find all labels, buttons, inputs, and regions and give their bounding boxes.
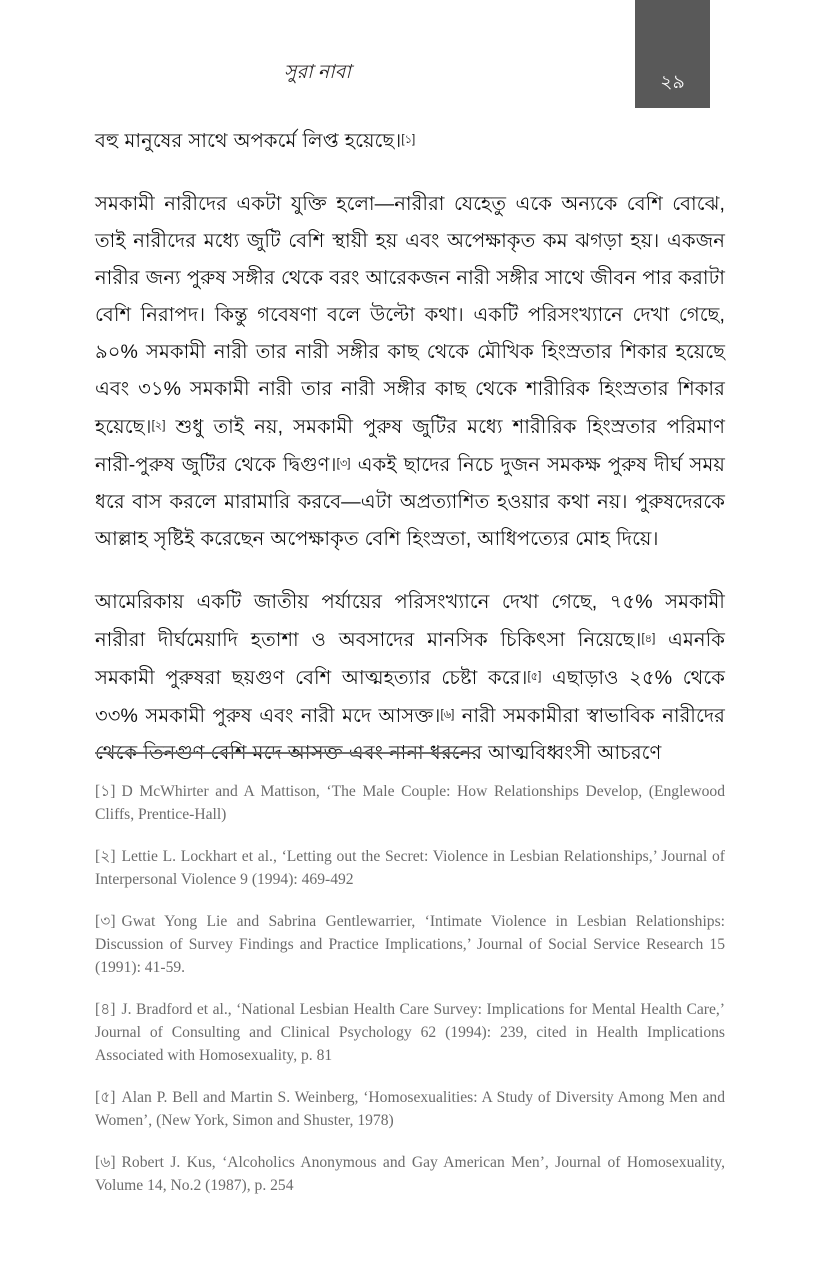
footnote-ref-6[interactable]: [৬] <box>440 709 455 721</box>
footnote-item <box>95 845 725 891</box>
footnote-text: J. Bradford et al., ‘National Lesbian Health Care Survey: Implications for Mental Health Care,’ Journal of Consulting and Clinical Psychology 62 (1994): 239, cited in Health Implications Associated with Homosexuality, p. 81 <box>95 1001 725 1064</box>
paragraph-america-stats <box>95 584 725 772</box>
paragraph-america-stats-text-4: নারী সমকামীরা স্বাভাবিক নারীদের থেকে তিনগুণ বেশি মদে আসক্ত এবং নানা ধরনের আত্মবিধ্বংসী আচরণে <box>95 705 725 764</box>
footnote-item <box>95 910 725 979</box>
footnote-marker: [৬] <box>95 1154 116 1171</box>
footnote-item <box>95 1151 725 1197</box>
footnote-item <box>95 780 725 826</box>
paragraph-lesbian-stats-text-1: সমকামী নারীদের একটা যুক্তি হলো—নারীরা যেহেতু একে অন্যকে বেশি বোঝে, তাই নারীদের মধ্যে জুটি বেশি স্থায়ী হয় এবং অপেক্ষাকৃত কম ঝগড়া হয়। একজন নারীর জন্য পুরুষ সঙ্গীর থেকে বরং আরেকজন নারী সঙ্গীর সাথে জীবন পার করাটা বেশি নিরাপদ। কিন্তু গবেষণা বলে উল্টো কথা। একটি পরিসংখ্যানে দেখা গেছে, ৯০% সমকামী নারী তার নারী সঙ্গীর কাছ থেকে মৌখিক হিংস্রতার শিকার হয়েছে এবং ৩১% সমকামী নারী তার নারী সঙ্গীর কাছ থেকে শারীরিক হিংস্রতার শিকার হয়েছে। <box>95 193 725 438</box>
footnote-text: D McWhirter and A Mattison, ‘The Male Couple: How Relationships Develop, (Englewood Cliffs, Prentice-Hall) <box>95 783 725 823</box>
footnote-marker: [১] <box>95 783 116 800</box>
footnote-text: Robert J. Kus, ‘Alcoholics Anonymous and Gay American Men’, Journal of Homosexuality, Volume 14, No.2 (1987), p. 254 <box>95 1154 725 1194</box>
paragraph-lesbian-stats <box>95 186 725 558</box>
footnote-text: Lettie L. Lockhart et al., ‘Letting out the Secret: Violence in Lesbian Relationships,’ Journal of Interpersonal Violence 9 (1994): 469-492 <box>95 848 725 888</box>
page-number: ২৯ <box>660 72 685 93</box>
footnote-item <box>95 998 725 1067</box>
footnote-marker: [৫] <box>95 1089 116 1106</box>
paragraph-lesbian-stats-text-2: শুধু তাই নয়, সমকামী পুরুষ জুটির মধ্যে শারীরিক হিংস্রতার পরিমাণ নারী-পুরুষ জুটির থেকে দ্বিগুণ। <box>95 416 725 476</box>
paragraph-america-stats-text-1: আমেরিকায় একটি জাতীয় পর্যায়ের পরিসংখ্যানে দেখা গেছে, ৭৫% সমকামী নারীরা দীর্ঘমেয়াদি হতাশা ও অবসাদের মানসিক চিকিৎসা নিয়েছে। <box>95 591 725 651</box>
footnote-ref-2[interactable]: [২] <box>151 420 166 432</box>
page-number-box <box>635 0 710 108</box>
footnote-ref-3[interactable]: [৩] <box>336 458 351 470</box>
footnotes-area <box>95 780 725 1197</box>
footnote-text: Gwat Yong Lie and Sabrina Gentlewarrier, ‘Intimate Violence in Lesbian Relationships: Discussion of Survey Findings and Practice Implications,’ Journal of Social Service Research 15 (1991): 41-59. <box>95 913 725 976</box>
paragraph-lesbian-stats-text-3: একই ছাদের নিচে দুজন সমকক্ষ পুরুষ দীর্ঘ সময় ধরে বাস করলে মারামারি করবে—এটা অপ্রত্যাশিত হওয়ার কথা নয়। পুরুষদেরকে আল্লাহ সৃষ্টিই করেছেন অপেক্ষাকৃত বেশি হিংস্রতা, আধিপত্যের মোহ দিয়ে। <box>95 454 725 550</box>
footnote-ref-4[interactable]: [৪] <box>641 633 656 645</box>
paragraph-america-stats-text-2: এমনকি সমকামী পুরুষরা ছয়গুণ বেশি আত্মহত্যার চেষ্টা করে। <box>95 629 725 689</box>
paragraph-continued <box>95 122 725 160</box>
footnote-marker: [৪] <box>95 1001 116 1018</box>
page-header <box>0 0 822 110</box>
running-title: সুরা নাবা <box>283 62 352 83</box>
footnote-marker: [৩] <box>95 913 116 930</box>
footnote-marker: [২] <box>95 848 116 865</box>
footnote-ref-5[interactable]: [৫] <box>527 671 542 683</box>
footnote-text: Alan P. Bell and Martin S. Weinberg, ‘Homosexualities: A Study of Diversity Among Men and Women’, (New York, Simon and Shuster, 1978) <box>95 1089 725 1129</box>
paragraph-continued-text: বহু মানুষের সাথে অপকর্মে লিপ্ত হয়েছে। <box>95 130 402 152</box>
paragraph-america-stats-text-3: এছাড়াও ২৫% থেকে ৩৩% সমকামী পুরুষ এবং নারী মদে আসক্ত। <box>95 667 725 727</box>
footnote-item <box>95 1086 725 1132</box>
body-text-area <box>95 122 725 772</box>
footnote-separator-rule <box>95 752 472 754</box>
footnote-ref-1[interactable]: [১] <box>401 134 416 146</box>
